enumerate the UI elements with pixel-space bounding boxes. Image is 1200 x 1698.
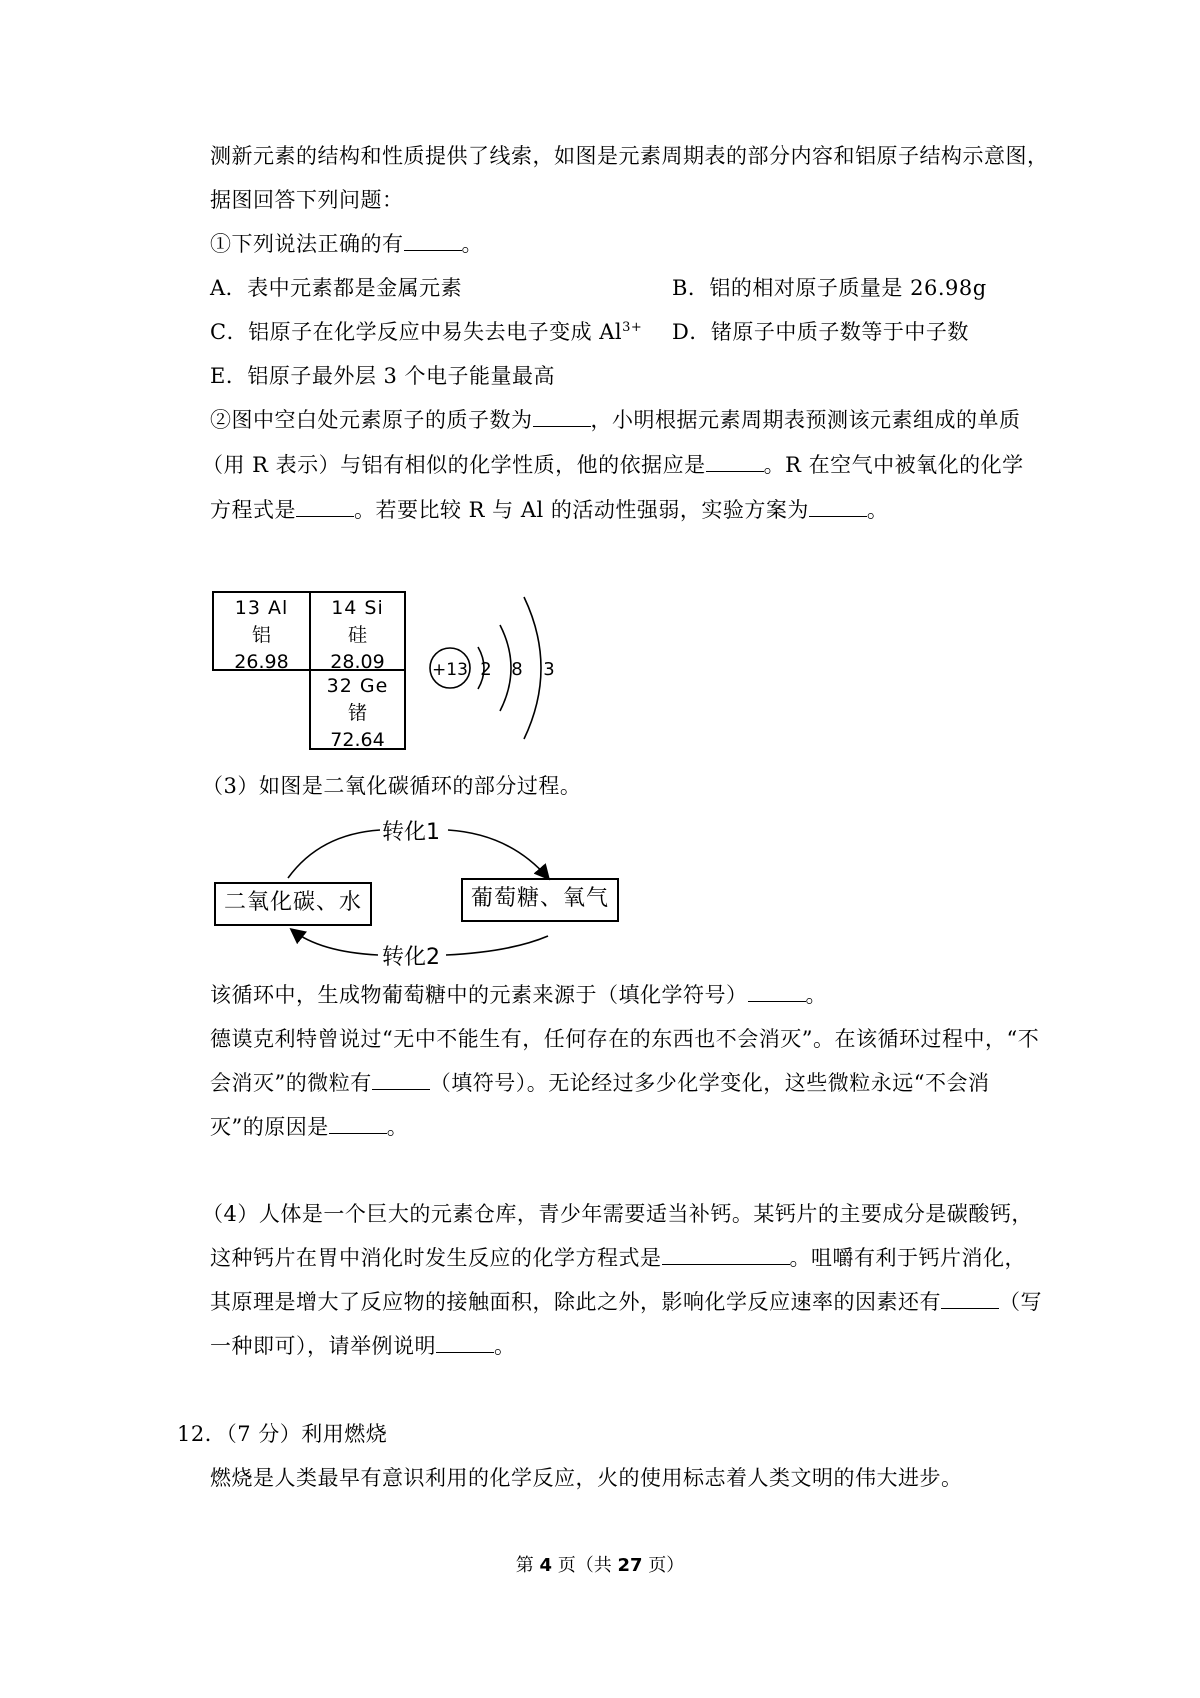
part4-text: 这种钙片在胃中消化时发生反应的化学方程式是 — [210, 1246, 662, 1270]
q1-prompt: ①下列说法正确的有 — [210, 232, 404, 256]
page-number: 4 — [539, 1555, 552, 1576]
q2-text: ，小明根据元素周期表预测该元素组成的单质 — [590, 408, 1021, 432]
ion-charge: 3+ — [622, 320, 643, 335]
element-name: 硅 — [347, 624, 367, 646]
q2-text: 方程式是 — [210, 498, 296, 522]
part4-text: 一种即可），请举例说明 — [210, 1334, 436, 1358]
q1-prompt-line — [210, 229, 483, 259]
q2-text: 。若要比较 R 与 Al 的活动性强弱，实验方案为 — [354, 498, 809, 522]
q2-text: 。R 在空气中被氧化的化学 — [763, 453, 1024, 477]
q2-text: （用 R 表示）与铝有相似的化学性质，他的依据应是 — [202, 453, 706, 477]
punct: 。 — [461, 232, 483, 256]
arrow-top-left — [288, 830, 380, 878]
q2-line-3 — [210, 495, 888, 525]
option-d: D．锗原子中质子数等于中子数 — [672, 320, 969, 344]
question-12-title: 12．（7 分）利用燃烧 — [177, 1422, 388, 1446]
footer-text: 页（共 — [552, 1555, 618, 1576]
element-name: 锗 — [347, 702, 367, 724]
option-a: A．表中元素都是金属元素 — [210, 276, 463, 300]
part4-text: 。咀嚼有利于钙片消化， — [789, 1246, 1026, 1270]
part3-text: 会消灭”的微粒有 — [210, 1071, 372, 1095]
footer-text: 页） — [642, 1555, 685, 1576]
shell-electrons-1: 2 — [480, 659, 492, 680]
element-mass: 72.64 — [330, 729, 385, 751]
intro-line-2: 据图回答下列问题： — [210, 188, 404, 212]
arrow-bottom-left — [292, 930, 378, 955]
option-b: B．铝的相对原子质量是 26.98g — [672, 276, 987, 300]
page-total: 27 — [617, 1555, 643, 1576]
option-e: E．铝原子最外层 3 个电子能量最高 — [210, 364, 556, 388]
punct: 。 — [386, 1115, 409, 1139]
answer-blank[interactable] — [809, 496, 867, 517]
part3-q2-line-3 — [210, 1112, 408, 1142]
nucleus-charge: +13 — [432, 660, 468, 680]
question-12-line-1: 燃烧是人类最早有意识利用的化学反应，火的使用标志着人类文明的伟大进步。 — [210, 1466, 963, 1490]
part3-text: 该循环中，生成物葡萄糖中的元素来源于（填化学符号） — [210, 983, 748, 1007]
answer-blank[interactable] — [404, 230, 462, 251]
answer-blank[interactable] — [662, 1244, 790, 1265]
element-mass: 28.09 — [330, 651, 385, 673]
answer-blank[interactable] — [372, 1069, 430, 1090]
page-footer — [0, 1551, 1200, 1577]
atom-structure-diagram — [420, 585, 600, 745]
answer-blank[interactable] — [748, 981, 806, 1002]
element-cell-al — [212, 591, 311, 671]
q2-line-1 — [210, 405, 1021, 435]
option-c-text: C．铝原子在化学反应中易失去电子变成 Al — [210, 320, 623, 344]
electron-shell-arc-2 — [500, 625, 511, 711]
option-c — [210, 317, 642, 347]
part4-line-2 — [210, 1243, 1026, 1273]
element-cell-si — [309, 591, 406, 671]
punct: 。 — [805, 983, 827, 1007]
part3-text: （填符号）。无论经过多少化学变化，这些微粒永远“不会消 — [429, 1071, 990, 1095]
intro-line-1: 测新元素的结构和性质提供了线索，如图是元素周期表的部分内容和铝原子结构示意图， — [210, 144, 1049, 168]
transform-2-label: 转化2 — [382, 945, 440, 970]
element-cell-ge — [309, 669, 406, 750]
part4-text: 其原理是增大了反应物的接触面积，除此之外，影响化学反应速率的因素还有 — [210, 1290, 941, 1314]
part3-text: 灭”的原因是 — [210, 1115, 329, 1139]
part3-q2-line-2 — [210, 1068, 989, 1098]
element-number-symbol: 32 Ge — [326, 675, 389, 697]
answer-blank[interactable] — [706, 451, 764, 472]
footer-text: 第 — [515, 1555, 540, 1576]
part4-text: （写 — [999, 1290, 1042, 1314]
shell-electrons-3: 3 — [543, 659, 555, 680]
element-mass: 26.98 — [234, 651, 289, 673]
part4-line-3 — [210, 1287, 1042, 1317]
products-box: 葡萄糖、氧气 — [461, 878, 619, 922]
arrow-bottom-right — [446, 936, 548, 955]
transform-1-label: 转化1 — [382, 820, 440, 845]
element-number-symbol: 14 Si — [331, 597, 384, 619]
q2-line-2 — [202, 450, 1024, 480]
element-number-symbol: 13 Al — [234, 597, 289, 619]
q2-text: ②图中空白处元素原子的质子数为 — [210, 408, 533, 432]
answer-blank[interactable] — [296, 496, 354, 517]
part3-q1 — [210, 980, 827, 1010]
shell-electrons-2: 8 — [511, 659, 523, 680]
part4-line-4 — [210, 1331, 516, 1361]
answer-blank[interactable] — [533, 406, 591, 427]
answer-blank[interactable] — [329, 1113, 387, 1134]
punct: 。 — [494, 1334, 516, 1358]
part3-q2-line-1: 德谟克利特曾说过“无中不能生有，任何存在的东西也不会消灭”。在该循环过程中，“不 — [210, 1027, 1040, 1051]
answer-blank[interactable] — [436, 1332, 494, 1353]
reactants-box: 二氧化碳、水 — [214, 882, 372, 926]
part3-title: （3）如图是二氧化碳循环的部分过程。 — [202, 774, 582, 798]
answer-blank[interactable] — [941, 1288, 999, 1309]
element-name: 铝 — [251, 624, 271, 646]
punct: 。 — [866, 498, 889, 522]
electron-shell-arc-3 — [524, 597, 541, 739]
part4-line-1: （4）人体是一个巨大的元素仓库，青少年需要适当补钙。某钙片的主要成分是碳酸钙， — [202, 1202, 1033, 1226]
arrow-top-right — [448, 830, 548, 878]
